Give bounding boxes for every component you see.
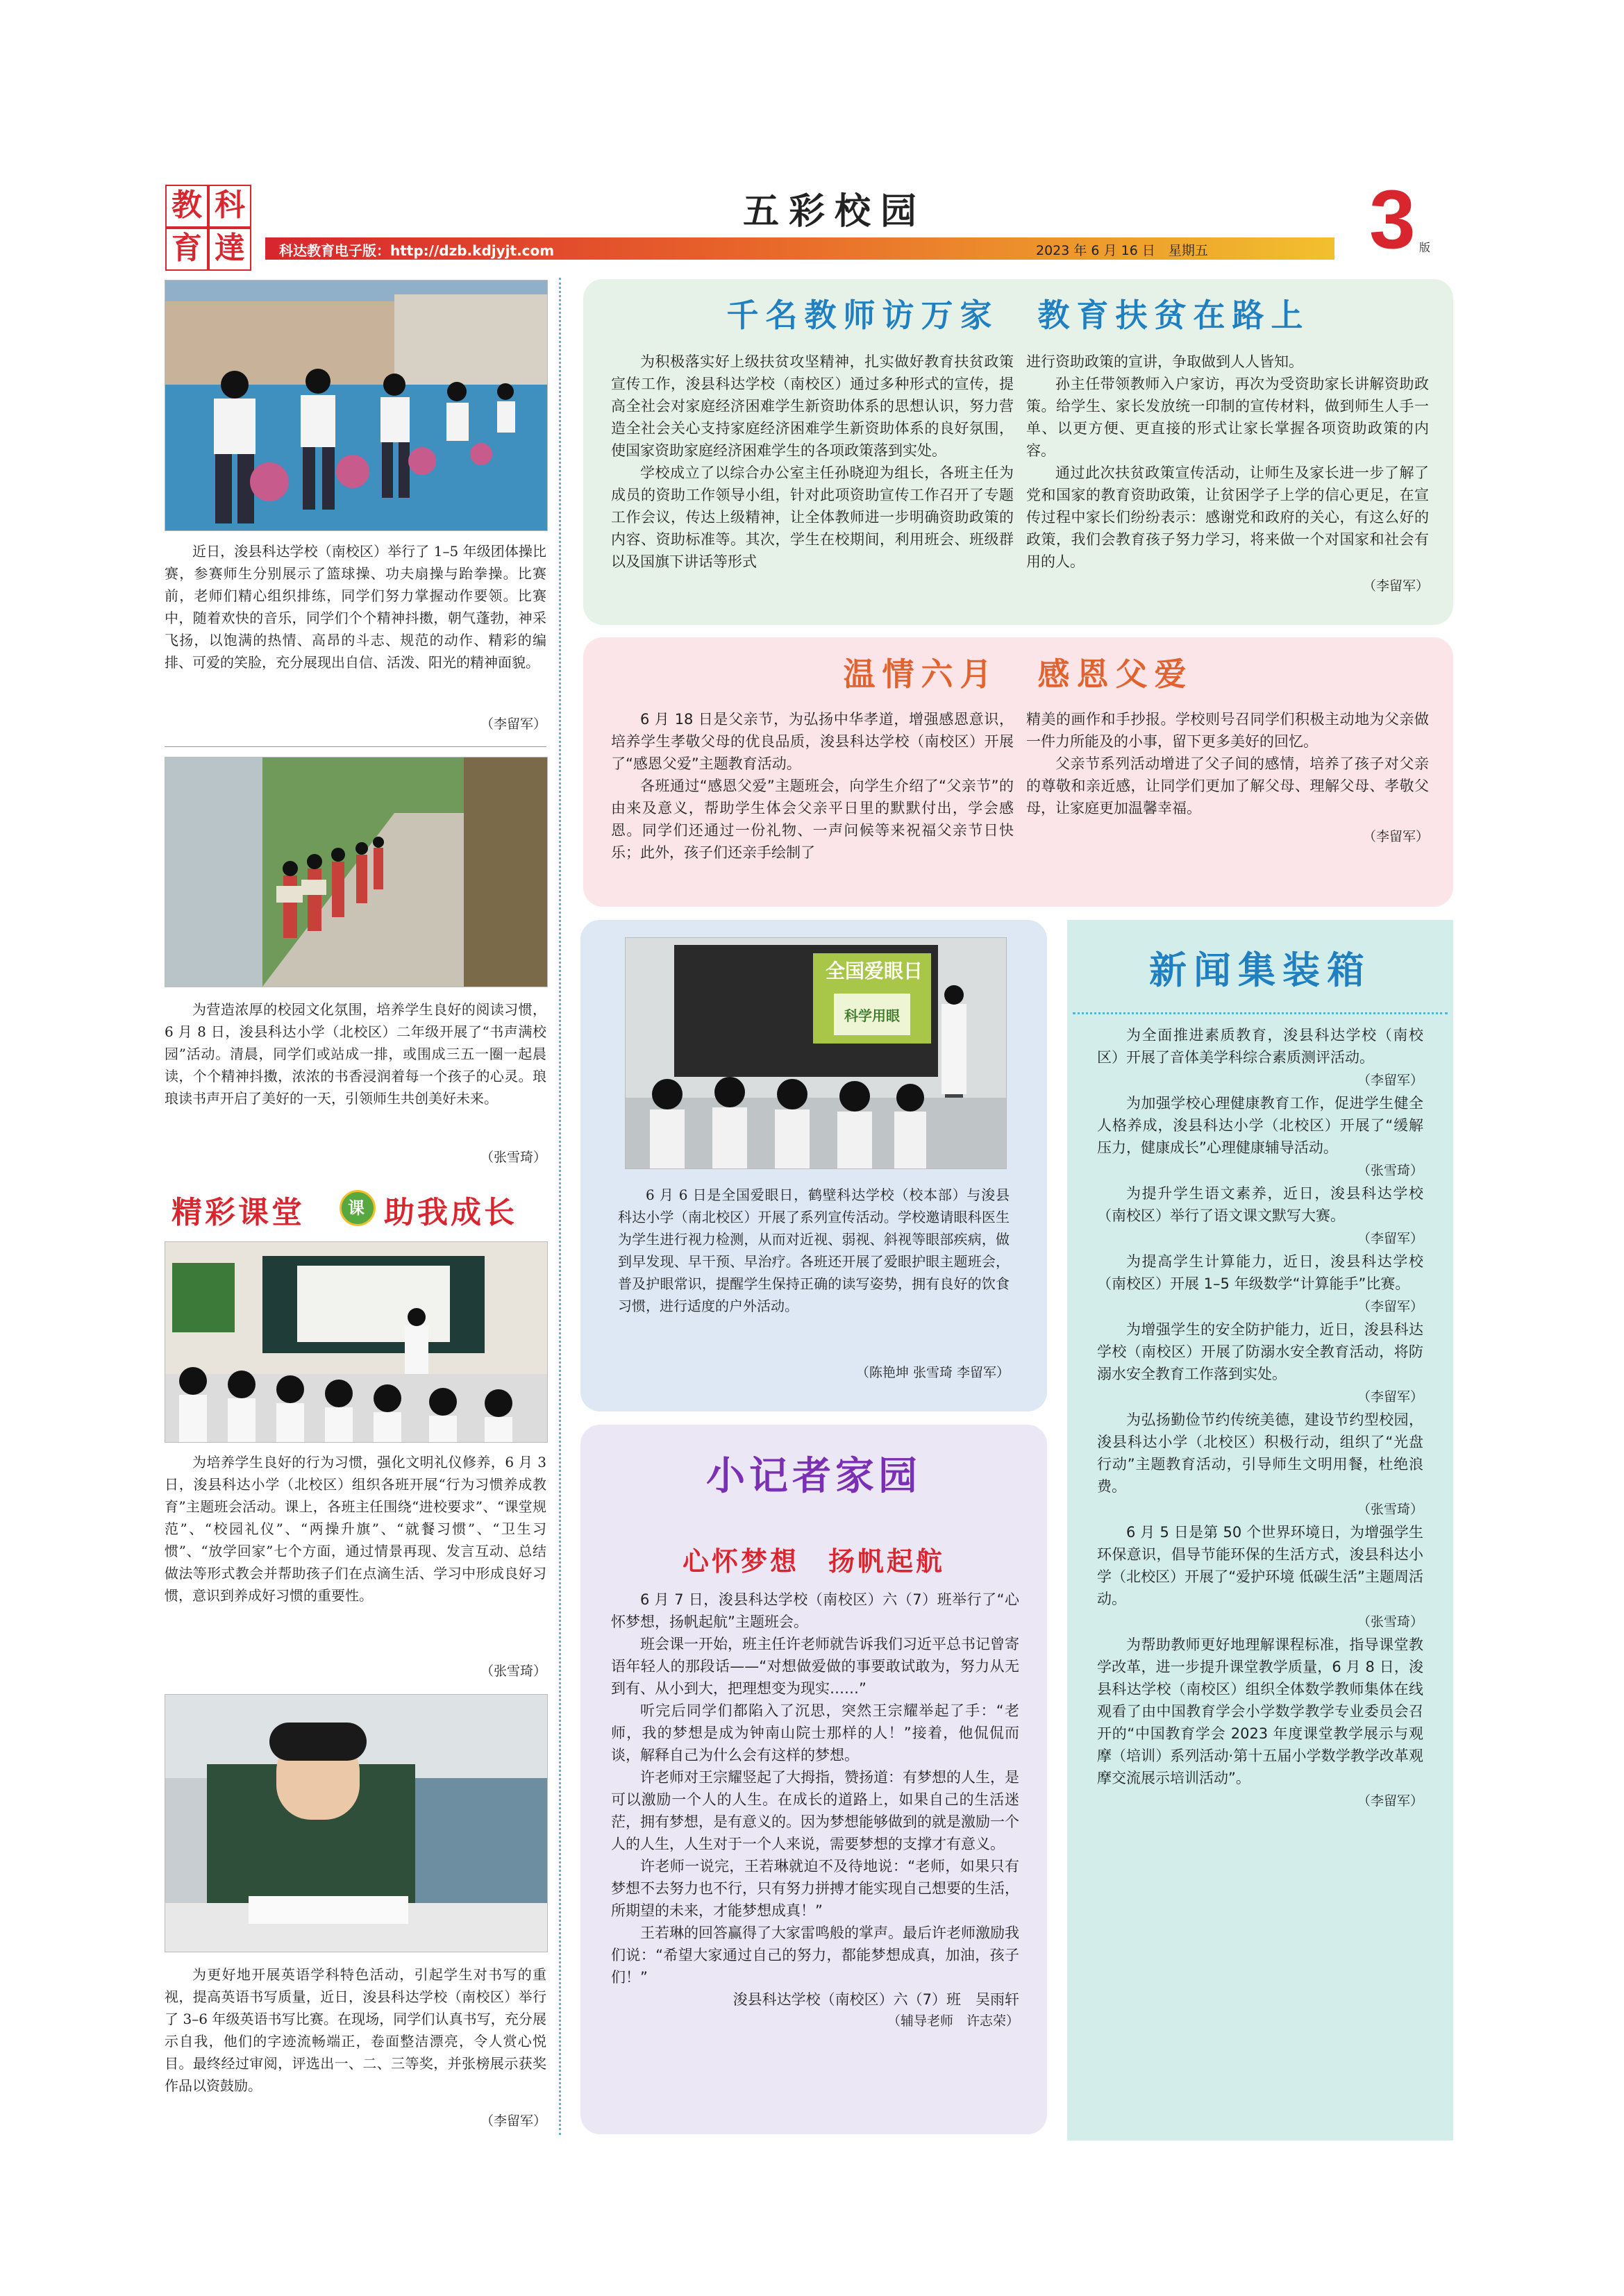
column-divider <box>559 278 561 2135</box>
site-url: 科达教育电子版：http://dzb.kdjyjt.com <box>279 242 555 259</box>
caption-morning-reading: 为营造浓厚的校园文化氛围，培养学生良好的阅读习惯，6 月 8 日，浚县科达小学（北校区）二年级开展了“书声满校园”活动。清晨，同学们或站成一排，或围成三五一圈一起晨读，个个精神抖擞，浓浓的书香浸润着每一个孩子的心灵。琅琅读书声开启了美好的一天，引领师生共创美好未来。 <box>165 1001 546 1107</box>
newsbox-list <box>1097 1024 1423 1813</box>
reporter-banner: 小记者家园 <box>706 1454 921 1499</box>
reporter-subtitle: 心怀梦想 扬帆起航 <box>682 1545 945 1577</box>
paragraph: 班会课一开始，班主任许老师就告诉我们习近平总书记曾寄语年轻人的那段话——“对想做爱做的事要敢试敢为，努力从无到有、从小到大，把理想变为现实……” <box>611 1636 1019 1697</box>
reporter-byline: 浚县科达学校（南校区）六（7）班 吴雨轩 <box>733 1991 1019 2008</box>
logo-char: 育 <box>165 228 208 271</box>
paragraph: 进行资助政策的宣讲，争取做到人人皆知。 <box>1026 353 1303 370</box>
paragraph: 许老师一说完，王若琳就迫不及待地说：“老师，如果只有梦想不去努力也不行，只有努力拼搏才能实现自己想要的生活，所期望的未来，才能梦想成真！” <box>611 1858 1019 1919</box>
page-suffix: 版 <box>1419 241 1431 254</box>
news-author: （李留军） <box>1357 1231 1423 1246</box>
logo-char: 教 <box>165 185 208 228</box>
article-poverty-title: 千名教师访万家 教育扶贫在路上 <box>726 296 1310 334</box>
paragraph: 为积极落实好上级扶贫攻坚精神，扎实做好教育扶贫政策宣传工作，浚县科达学校（南校区）通过多种形式的宣传，提高全社会对家庭经济困难学生新资助体系的思想认识，努力营造全社会关心支持家庭经济困难学生新资助体系的良好氛围，使国家资助家庭经济困难学生的各项政策落到实处。 <box>611 353 1014 459</box>
photo-english-writing <box>165 1694 548 1952</box>
author-morning-reading: （张雪琦） <box>480 1150 546 1165</box>
news-item: 为弘扬勤俭节约传统美德，建设节约型校园，浚县科达小学（北校区）积极行动，组织了“光盘行动”主题教育活动，引导师生文明用餐，杜绝浪费。 <box>1097 1411 1423 1495</box>
section-title: 五彩校园 <box>742 190 926 233</box>
news-author: （李留军） <box>1357 1389 1423 1405</box>
news-author: （张雪琦） <box>1357 1614 1423 1629</box>
news-author: （张雪琦） <box>1357 1502 1423 1517</box>
issue-date: 2023 年 6 月 16 日 星期五 <box>1036 243 1208 258</box>
news-item: 为提高学生计算能力，近日，浚县科达学校（南校区）开展 1–5 年级数学“计算能手”比赛。 <box>1097 1253 1423 1292</box>
news-author: （李留军） <box>1357 1793 1423 1809</box>
masthead <box>161 173 1480 272</box>
logo-char: 科 <box>208 185 251 228</box>
reporter-mentor: （辅导老师 许志荣） <box>887 2013 1019 2029</box>
article-poverty-author: （李留军） <box>1362 578 1429 594</box>
paragraph: 孙主任带领教师入户家访，再次为受资助家长讲解资助政策。给学生、家长发放统一印制的宣传材料，做到师生人手一单、以更方便、更直接的形式让家长掌握各项资助政策的内容。 <box>1026 376 1429 459</box>
news-author: （张雪琦） <box>1357 1163 1423 1178</box>
news-item: 为提升学生语文素养，近日，浚县科达学校（南校区）举行了语文课文默写大赛。 <box>1097 1185 1423 1224</box>
photo-classroom-meeting <box>165 1241 548 1443</box>
eye-day-screen-text: 全国爱眼日 <box>825 960 923 982</box>
paragraph: 王若琳的回答赢得了大家雷鸣般的掌声。最后许老师激励我们说：“希望大家通过自己的努力，都能梦想成真，加油，孩子们！” <box>611 1925 1019 1986</box>
news-item: 为全面推进素质教育，浚县科达学校（南校区）开展了音体美学科综合素质测评活动。 <box>1097 1027 1423 1066</box>
reporter-article <box>611 1589 1019 2031</box>
logo <box>164 185 250 268</box>
caption-eye-day: 6 月 6 日是全国爱眼日，鹤壁科达学校（校本部）与浚县科达小学（南北校区）开展了系列宣传活动。学校邀请眼科医生为学生进行视力检测，从而对近视、弱视、斜视等眼部疾病，做到早发现、早干预、早治疗。各班还开展了爱眼护眼主题班会，普及护眼常识，提醒学生保持正确的读写姿势，拥有良好的饮食习惯，进行适度的户外活动。 <box>618 1187 1010 1314</box>
article-fathers-day-col2 <box>1026 708 1429 845</box>
author-gym-drills: （李留军） <box>480 717 546 732</box>
paragraph: 学校成立了以综合办公室主任孙晓迎为组长，各班主任为成员的资助工作领导小组，针对此项资助宣传工作召开了专题工作会议，传达上级精神，让全体教师进一步明确资助政策的内容、资助标准等。其次，学生在校期间，利用班会、班级群以及国旗下讲话等形式 <box>611 464 1014 570</box>
article-poverty-col2 <box>1026 351 1429 594</box>
newsbox-divider <box>1073 1012 1448 1014</box>
paragraph: 6 月 18 日是父亲节，为弘扬中华孝道，增强感恩意识，培养学生孝敬父母的优良品质，浚县科达学校（南校区）开展了“感恩父爱”主题教育活动。 <box>611 711 1014 772</box>
newsbox-title: 新闻集装箱 <box>1149 948 1371 992</box>
article-fathers-day-col1 <box>611 708 1014 864</box>
article-fathers-day-title: 温情六月 感恩父爱 <box>843 655 1194 693</box>
photo-morning-reading <box>165 757 548 987</box>
news-item: 为帮助教师更好地理解课程标准，指导课堂教学改革，进一步提升课堂教学质量，6 月 8 日，浚县科达学校（南校区）组织全体数学教师集体在线观看了由中国教育学会小学数学教学专业委员会召开的“中国教育学会 2023 年度课堂教学展示与观摩（培训）系列活动·第十五届小学数学教学改革观摩交流展示培训活动”。 <box>1097 1636 1423 1786</box>
class-emblem-text: 课 <box>348 1198 365 1218</box>
class-title-a: 精彩课堂 <box>171 1195 305 1230</box>
paragraph: 听完后同学们都陷入了沉思，突然王宗耀举起了手：“老师，我的梦想是成为钟南山院士那样的人！”接着，他侃侃而谈，解释自己为什么会有这样的梦想。 <box>611 1702 1019 1763</box>
news-item: 6 月 5 日是第 50 个世界环境日，为增强学生环保意识，倡导节能环保的生活方式，浚县科达小学（北校区）开展了“爱护环境 低碳生活”主题周活动。 <box>1097 1524 1423 1607</box>
paragraph: 通过此次扶贫政策宣传活动，让师生及家长进一步了解了党和国家的教育资助政策，让贫困学子上学的信心更足，在宣传过程中家长们纷纷表示：感谢党和政府的关心，有这么好的政策，我们会教育孩子努力学习，将来做一个对国家和社会有用的人。 <box>1026 464 1429 570</box>
paragraph: 各班通过“感恩父爱”主题班会，向学生介绍了“父亲节”的由来及意义，帮助学生体会父亲平日里的默默付出，学会感恩。同学们还通过一份礼物、一声问候等来祝福父亲节日快乐；此外，孩子们还亲手绘制了 <box>611 778 1014 861</box>
logo-char: 達 <box>208 228 251 271</box>
caption-english-writing: 为更好地开展英语学科特色活动，引起学生对书写的重视，提高英语书写质量，近日，浚县科达学校（南校区）举行了 3–6 年级英语书写比赛。在现场，同学们认真书写，充分展示自我，他们的字迹流畅端正，卷面整洁漂亮，令人赏心悦目。最终经过审阅，评选出一、二、三等奖，并张榜展示获奖作品以资鼓励。 <box>165 1966 546 2094</box>
author-english-writing: （李留军） <box>480 2113 546 2129</box>
header-bar <box>265 237 1334 260</box>
eye-day-screen-subtext: 科学用眼 <box>844 1007 900 1024</box>
caption-gym-drills: 近日，浚县科达学校（南校区）举行了 1–5 年级团体操比赛，参赛师生分别展示了篮球操、功夫扇操与跆拳操。比赛前，老师们精心组织排练，同学们努力掌握动作要领。比赛中，随着欢快的音乐，同学们个个精神抖擞，朝气蓬勃，神采飞扬，以饱满的热情、高昂的斗志、规范的动作、精彩的编排、可爱的笑脸，充分展现出自信、活泼、阳光的精神面貌。 <box>165 543 546 671</box>
divider <box>165 746 546 747</box>
author-eye-day: （陈艳坤 张雪琦 李留军） <box>855 1365 1010 1380</box>
news-item: 为增强学生的安全防护能力，近日，浚县科达学校（南校区）开展了防溺水安全教育活动，将防溺水安全教育工作落到实处。 <box>1097 1321 1423 1382</box>
page-number: 3 <box>1369 173 1416 266</box>
photo-eye-day <box>625 937 1007 1169</box>
article-poverty-col1 <box>611 351 1014 573</box>
news-item: 为加强学校心理健康教育工作，促进学生健全人格养成，浚县科达小学（北校区）开展了“缓解压力，健康成长”心理健康辅导活动。 <box>1097 1095 1423 1156</box>
news-author: （李留军） <box>1357 1299 1423 1314</box>
author-classroom-meeting: （张雪琦） <box>480 1664 546 1679</box>
class-title-b: 助我成长 <box>384 1195 517 1230</box>
photo-gym-drills <box>165 280 548 531</box>
paragraph: 许老师对王宗耀竖起了大拇指，赞扬道：有梦想的人生，是可以激励一个人的人生。在成长的道路上，如果自己的生活迷茫，拥有梦想，是有意义的。因为梦想能够做到的就是激励一个人的人生，人生对于一个人来说，需要梦想的支撑才有意义。 <box>611 1769 1019 1852</box>
news-author: （李留军） <box>1357 1073 1423 1088</box>
article-fathers-day-author: （李留军） <box>1362 829 1429 844</box>
paragraph: 父亲节系列活动增进了父子间的感情，培养了孩子对父亲的尊敬和亲近感，让同学们更加了解父母、理解父母、孝敬父母，让家庭更加温馨幸福。 <box>1026 755 1429 816</box>
caption-classroom-meeting: 为培养学生良好的行为习惯，强化文明礼仪修养，6 月 3 日，浚县科达小学（北校区）组织各班开展“行为习惯养成教育”主题班会活动。课上，各班主任围绕“进校要求”、“课堂规范”、“校园礼仪”、“两操升旗”、“就餐习惯”、“卫生习惯”、“放学回家”七个方面，通过情景再现、发言互动、总结做法等形式教会并帮助孩子们在点滴生活、学习中形成良好习惯，意识到养成好习惯的重要性。 <box>165 1454 546 1604</box>
paragraph: 精美的画作和手抄报。学校则号召同学们积极主动地为父亲做一件力所能及的小事，留下更多美好的回忆。 <box>1026 711 1429 750</box>
paragraph: 6 月 7 日，浚县科达学校（南校区）六（7）班举行了“心怀梦想，扬帆起航”主题班会。 <box>611 1591 1019 1630</box>
class-section-title <box>165 1187 553 1233</box>
